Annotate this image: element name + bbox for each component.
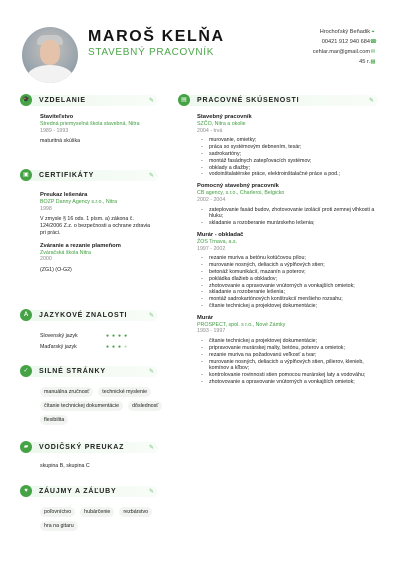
- contact-icons: [370, 28, 376, 68]
- job-bullet: - zhotovovanie a opravovanie vnútorných a vonkajších omietok;: [201, 283, 377, 290]
- job-bullet: - murovanie nosných, deliacich a výplňových stien, pilierov, klenieb, komínov a kľbov;: [201, 359, 377, 373]
- hobby-pill: hubárčenie: [80, 507, 114, 517]
- job-title: Murár - obkladač: [197, 231, 244, 238]
- cert-org: Zváračská škola Nitra: [40, 249, 91, 256]
- cert-name: Zváranie a rezanie plameňom: [40, 242, 121, 249]
- edit-icon[interactable]: ✎: [148, 173, 154, 179]
- job-bullet: - práca so systémovým debnením, tesár;: [201, 144, 377, 151]
- cert-name: Preukaz lešenára: [40, 192, 88, 198]
- job-org: CB agency, s.r.o., Charleroi, Belgicko: [197, 189, 285, 196]
- job-years: 2002 - 2004: [197, 196, 226, 203]
- job-bullet: - kontrolovanie rovinnosti stien pomocou murárskej laty a vodováhu;: [201, 372, 377, 379]
- edit-icon[interactable]: ✎: [148, 313, 154, 319]
- job-bullet: - zhotovovanie a opravovanie vnútorných a vonkajších omietok;: [201, 379, 377, 386]
- language-level: ●●●●: [106, 333, 131, 339]
- strength-pill: dôslednosť: [128, 401, 162, 411]
- job-bullet: - betonáž komunikácií, mazanín a poterov;: [201, 269, 377, 276]
- hobby-icon: ♥: [20, 485, 32, 497]
- job-bullet: - skladanie a rozoberanie lešenia;: [201, 289, 377, 296]
- contact-block: [313, 27, 370, 67]
- job-bullet: - murovanie, omietky;: [201, 137, 377, 144]
- education-header: 🎓 VZDELANIE ✎: [22, 95, 158, 106]
- experience-list: [197, 114, 377, 386]
- driving-icon: ▰: [20, 441, 32, 453]
- language-level: ●●●●: [106, 344, 131, 350]
- work-icon: ▤: [178, 94, 190, 106]
- experience-header: ▤ PRACOVNÉ SKÚSENOSTI ✎: [180, 95, 378, 106]
- job-bullet: - murovanie nosných, deliacich a výplňových stien;: [201, 262, 377, 269]
- job-bullet: - čítanie technickej a projektovej dokumentácie;: [201, 303, 377, 310]
- strength-pill: technické myslenie: [98, 387, 151, 397]
- edit-icon[interactable]: ✎: [148, 445, 154, 451]
- person-role: STAVEBNÝ PRACOVNÍK: [88, 47, 215, 58]
- cert-org: BOZP Danny Agency s.r.o., Nitra: [40, 198, 118, 205]
- school-name: Staviteľstvo: [40, 114, 74, 120]
- driving-header: ▰ VODIČSKÝ PREUKAZ ✎: [22, 442, 158, 453]
- certificate-icon: ▣: [20, 169, 32, 181]
- job-years: 1997 - 2002: [197, 245, 226, 252]
- contact-email: cehlar.mar@gmail.com: [312, 49, 370, 55]
- contact-age: 45 r.: [359, 59, 370, 65]
- school-years: 1989 - 1993: [40, 127, 69, 134]
- hobbies-header: ♥ ZÁUJMY A ZÁĽUBY ✎: [22, 486, 158, 497]
- certificates-header: ▣ CERTIFIKÁTY ✎: [22, 170, 158, 181]
- language-name: Maďarský jazyk: [40, 344, 77, 350]
- strength-icon: ✓: [20, 365, 32, 377]
- cert-desc: (ZG1) (O-G2): [40, 267, 72, 274]
- job-bullet: - rezanie muriva a betónu kotúčovou pílou;: [201, 255, 377, 262]
- job-org: PROSPECT, spol. s r.o., Nové Zámky: [197, 321, 286, 328]
- job-bullet: - čítanie technickej a projektovej dokumentácie;: [201, 338, 377, 345]
- driving-text: skupina B, skupina C: [40, 463, 90, 469]
- job-title: Pomocný stavebný pracovník: [197, 183, 279, 190]
- job-bullet: - pokládka dlažieb a obkladov;: [201, 276, 377, 283]
- profile-photo: [22, 27, 78, 83]
- job-org: ŽOS Trnava, a.s.: [197, 238, 238, 245]
- language-name: Slovenský jazyk: [40, 333, 78, 339]
- calendar-icon: ▦: [370, 59, 376, 65]
- strength-pill: flexibilita: [40, 415, 68, 425]
- strength-pill: manuálna zručnosť: [40, 387, 93, 397]
- hobbies-list: [40, 507, 160, 531]
- edit-icon[interactable]: ✎: [148, 98, 154, 104]
- job-years: 1993 - 1997: [197, 328, 226, 335]
- hobby-pill: poľovníctvo: [40, 507, 75, 517]
- job-title: Murár: [197, 314, 214, 321]
- school-detail: Stredná priemyselná škola stavebná, Nitra: [40, 120, 140, 127]
- edit-icon[interactable]: ✎: [148, 369, 154, 375]
- strengths-header: ✓ SILNÉ STRÁNKY ✎: [22, 366, 158, 377]
- hobby-pill: hra na gitaru: [40, 521, 78, 531]
- contact-name: Hrochoťský Beňadik: [319, 29, 370, 35]
- person-name: MAROŠ KELŇA: [88, 28, 225, 45]
- cert-year: 2000: [40, 256, 52, 263]
- job-bullet: - pripravovanie murárskej malty, betónu, poterov a omietok;: [201, 345, 377, 352]
- hobby-pill: rezbárstvo: [119, 507, 152, 517]
- job-bullet: - rezanie muriva na požadovanú veľkosť a tvar;: [201, 352, 377, 359]
- contact-phone: 00421 912 940 684: [321, 39, 370, 45]
- job-bullet: - skladanie a rozoberanie murárskeho lešenia;: [201, 220, 377, 227]
- location-icon: ⌖: [371, 29, 375, 35]
- job-org: SZČO, Nitra a okolie: [197, 120, 246, 127]
- job-bullet: - montáž fasádnych zatepľovacích systémov;: [201, 158, 377, 165]
- edit-icon[interactable]: ✎: [368, 98, 374, 104]
- cert-desc: V zmysle § 16 ods. 1 písm. a) zákona č. 124/2006 Z.z. o bezpečnosti a ochrane zdravia pri práci.: [40, 216, 151, 236]
- job-bullet: - obklady a dlažby;: [201, 165, 377, 172]
- phone-icon: ☎: [370, 39, 377, 45]
- strength-pill: čítanie technickej dokumentácie: [40, 401, 123, 411]
- education-icon: 🎓: [20, 94, 32, 106]
- cert-year: 1998: [40, 205, 52, 212]
- email-icon: ✉: [370, 49, 376, 55]
- job-bullet: - montáž sadrokartónových konštrukcií menšieho rozsahu;: [201, 296, 377, 303]
- job-bullet: - vodoinštalatérske práce, elektroinštalačné práce a pod.;: [201, 171, 377, 178]
- language-icon: A: [20, 309, 32, 321]
- school-note: maturitná skúška: [40, 138, 81, 145]
- job-bullet: - zateplovanie fasád budov, zhotovovanie izolácií proti zemnej vlhkosti a hluku;: [201, 207, 377, 221]
- edit-icon[interactable]: ✎: [148, 489, 154, 495]
- job-title: Stavebný pracovník: [197, 114, 252, 120]
- strengths-list: [40, 387, 165, 425]
- languages-header: A JAZYKOVÉ ZNALOSTI ✎: [22, 310, 158, 321]
- job-years: 2004 - trvá: [197, 127, 223, 134]
- job-bullet: - sadrokartóny;: [201, 151, 377, 158]
